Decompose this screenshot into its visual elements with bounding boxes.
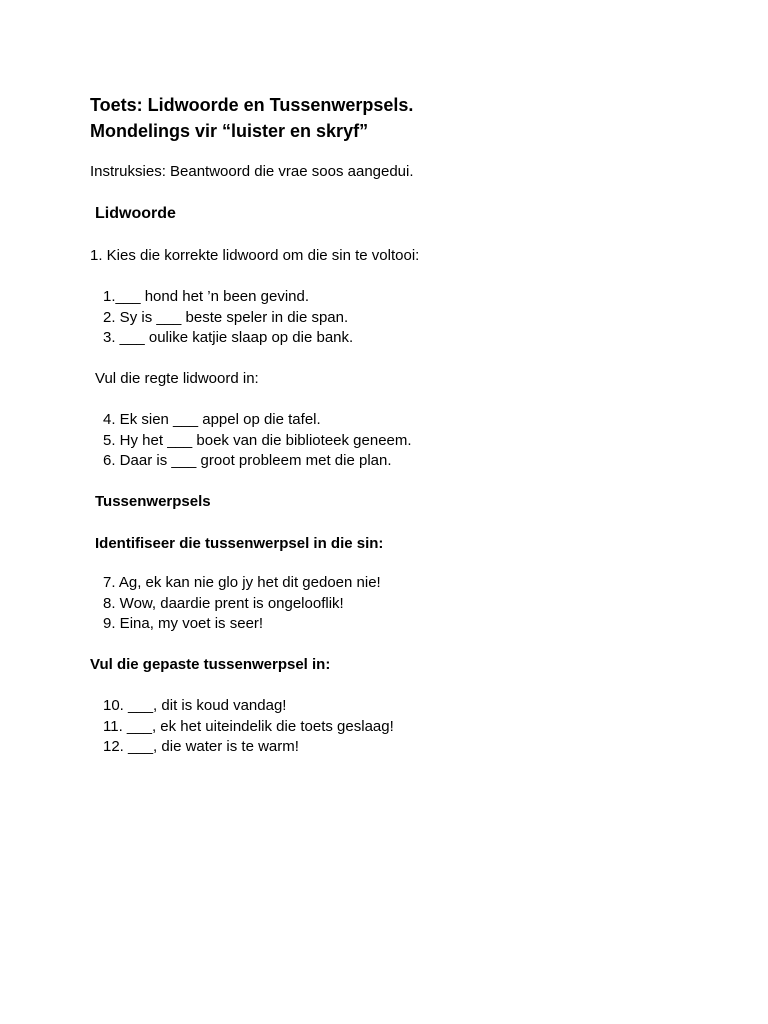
list-item [103, 614, 381, 635]
title-line-2: Mondelings vir “luister en skryf” [90, 121, 369, 141]
list-item [103, 594, 381, 615]
item-number: 9. [103, 615, 116, 632]
document-title [90, 92, 413, 144]
question-list-c [103, 573, 381, 635]
section-heading-lidwoorde: Lidwoorde [95, 205, 176, 222]
item-text: ___, die water is te warm! [123, 738, 299, 755]
item-text: Daar is ___ groot probleem met die plan. [115, 452, 392, 469]
item-text: ___, ek het uiteindelik die toets geslaag! [122, 717, 394, 735]
item-text: Eina, my voet is seer! [115, 615, 264, 632]
section-heading-tussenwerpsels: Tussenwerpsels [95, 493, 211, 510]
question-list-a [103, 287, 353, 349]
item-number: 5. [103, 431, 116, 449]
item-number: 7. [103, 574, 116, 591]
item-number: 12. [103, 738, 124, 755]
list-item [103, 287, 353, 308]
item-text: Ag, ek kan nie glo jy het dit gedoen nie! [115, 574, 381, 591]
list-item [103, 308, 353, 329]
question-prompt-1: 1. Kies die korrekte lidwoord om die sin te voltooi: [90, 247, 420, 264]
list-item [103, 696, 394, 717]
list-item [103, 451, 412, 472]
item-number: 6. [103, 452, 116, 469]
item-text: Sy is ___ beste speler in die span. [115, 308, 349, 326]
item-text: ___, dit is koud vandag! [123, 697, 287, 714]
item-number: 1. [103, 288, 116, 305]
item-number: 10. [103, 697, 124, 714]
question-list-b [103, 410, 412, 472]
item-text: ___ oulike katjie slaap op die bank. [115, 329, 354, 346]
list-item [103, 431, 412, 452]
list-item [103, 717, 394, 738]
list-item [103, 328, 353, 349]
question-prompt-4: Vul die gepaste tussenwerpsel in: [90, 656, 331, 673]
list-item [103, 410, 412, 431]
list-item [103, 573, 381, 594]
instructions-text: Instruksies: Beantwoord die vrae soos aangedui. [90, 163, 414, 180]
item-text: ___ hond het ’n been gevind. [115, 288, 310, 305]
item-number: 8. [103, 594, 116, 612]
list-item [103, 737, 394, 758]
title-line-1: Toets: Lidwoorde en Tussenwerpsels. [90, 95, 414, 115]
item-number: 4. [103, 411, 116, 428]
question-list-d [103, 696, 394, 758]
question-prompt-2: Vul die regte lidwoord in: [95, 370, 259, 387]
item-text: Ek sien ___ appel op die tafel. [115, 411, 321, 428]
item-text: Hy het ___ boek van die biblioteek geneem. [115, 431, 412, 449]
item-number: 2. [103, 308, 116, 326]
item-number: 11. [103, 717, 123, 735]
item-text: Wow, daardie prent is ongelooflik! [115, 594, 344, 612]
question-prompt-3: Identifiseer die tussenwerpsel in die sin: [95, 535, 384, 552]
item-number: 3. [103, 329, 116, 346]
